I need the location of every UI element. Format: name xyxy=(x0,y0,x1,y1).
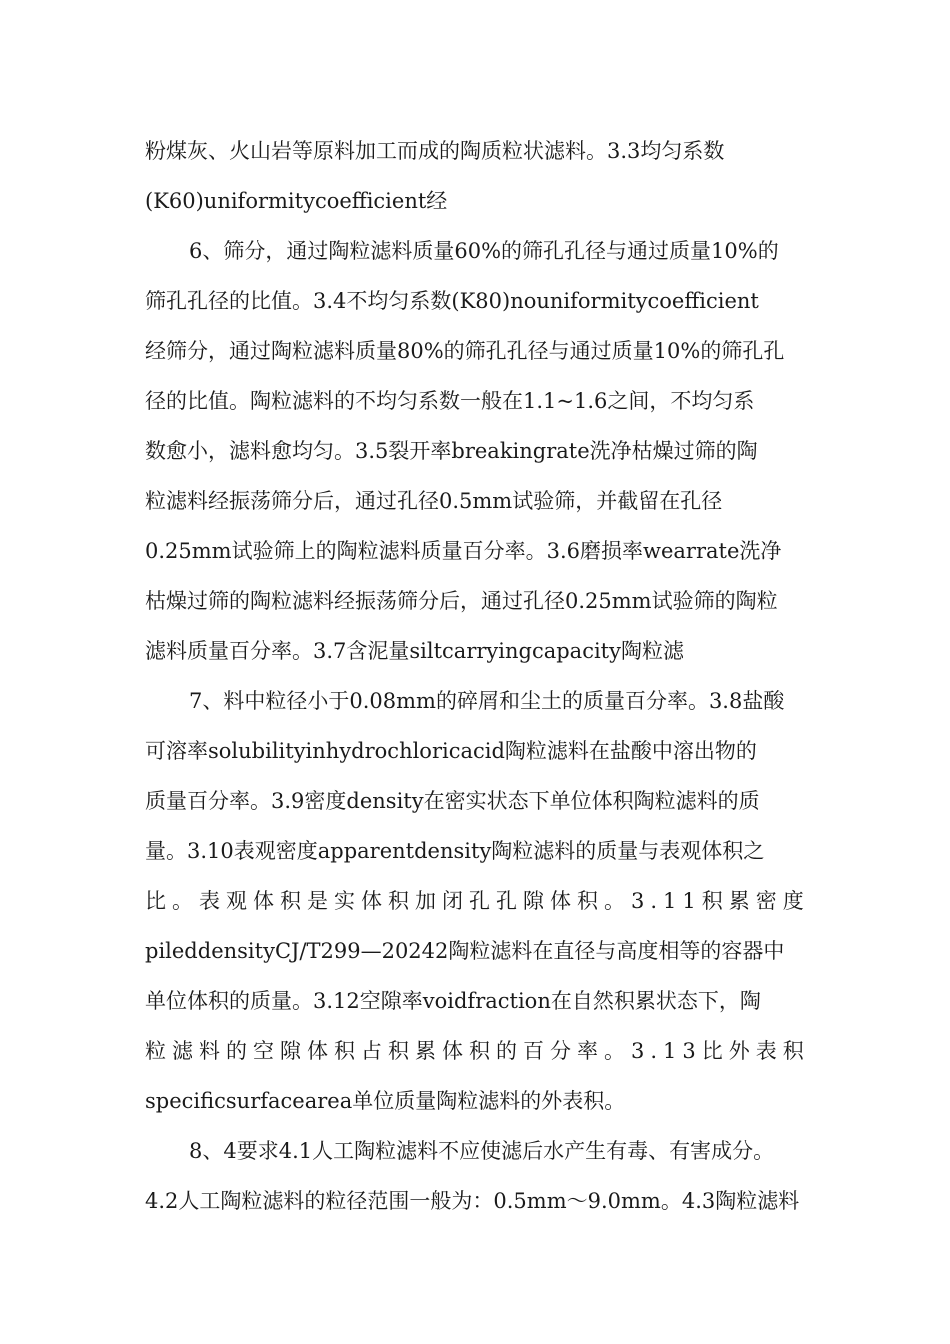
text-line-1: 粉煤灰、火山岩等原料加工而成的陶质粒状滤料。3.3均匀系数 xyxy=(145,139,725,163)
text-line-12: 7、料中粒径小于0.08mm的碎屑和尘土的质量百分率。3.8盐酸 xyxy=(189,689,785,713)
text-line-6: 径的比值。陶粒滤料的不均匀系数一般在1.1~1.6之间，不均匀系 xyxy=(145,389,755,413)
text-line-17: pileddensityCJ/T299—20242陶粒滤料在直径与高度相等的容器中 xyxy=(145,939,785,963)
document-body xyxy=(145,126,810,1226)
text-line-3: 6、筛分，通过陶粒滤料质量60%的筛孔孔径与通过质量10%的 xyxy=(189,239,779,263)
text-line-2: (K60)uniformitycoefficient经 xyxy=(145,189,448,213)
text-line-10: 枯燥过筛的陶粒滤料经振荡筛分后，通过孔径0.25mm试验筛的陶粒 xyxy=(145,589,778,613)
text-line-9: 0.25mm试验筛上的陶粒滤料质量百分率。3.6磨损率wearrate洗净 xyxy=(145,539,782,563)
text-line-20: specificsurfacearea单位质量陶粒滤料的外表积。 xyxy=(145,1089,626,1113)
text-line-7: 数愈小，滤料愈均匀。3.5裂开率breakingrate洗净枯燥过筛的陶 xyxy=(145,439,758,463)
text-line-11: 滤料质量百分率。3.7含泥量siltcarryingcapacity陶粒滤 xyxy=(145,639,684,663)
text-line-22: 4.2人工陶粒滤料的粒径范围一般为：0.5mm～9.0mm。4.3陶粒滤料 xyxy=(145,1189,800,1213)
text-line-4: 筛孔孔径的比值。3.4不均匀系数(K80)nouniformitycoefficient xyxy=(145,289,759,313)
text-line-19: 粒滤料的空隙体积占积累体积的百分率。3.13比外表积 xyxy=(145,1039,810,1063)
text-line-18: 单位体积的质量。3.12空隙率voidfraction在自然积累状态下，陶 xyxy=(145,989,761,1013)
text-line-5: 经筛分，通过陶粒滤料质量80%的筛孔孔径与通过质量10%的筛孔孔 xyxy=(145,339,785,363)
text-line-14: 质量百分率。3.9密度density在密实状态下单位体积陶粒滤料的质 xyxy=(145,789,760,813)
text-line-13: 可溶率solubilityinhydrochloricacid陶粒滤料在盐酸中溶出物的 xyxy=(145,739,757,763)
text-line-16: 比。表观体积是实体积加闭孔孔隙体积。3.11积累密度 xyxy=(145,889,810,913)
text-line-21: 8、4要求4.1人工陶粒滤料不应使滤后水产生有毒、有害成分。 xyxy=(189,1139,775,1163)
text-line-8: 粒滤料经振荡筛分后，通过孔径0.5mm试验筛，并截留在孔径 xyxy=(145,489,723,513)
text-line-15: 量。3.10表观密度apparentdensity陶粒滤料的质量与表观体积之 xyxy=(145,839,765,863)
